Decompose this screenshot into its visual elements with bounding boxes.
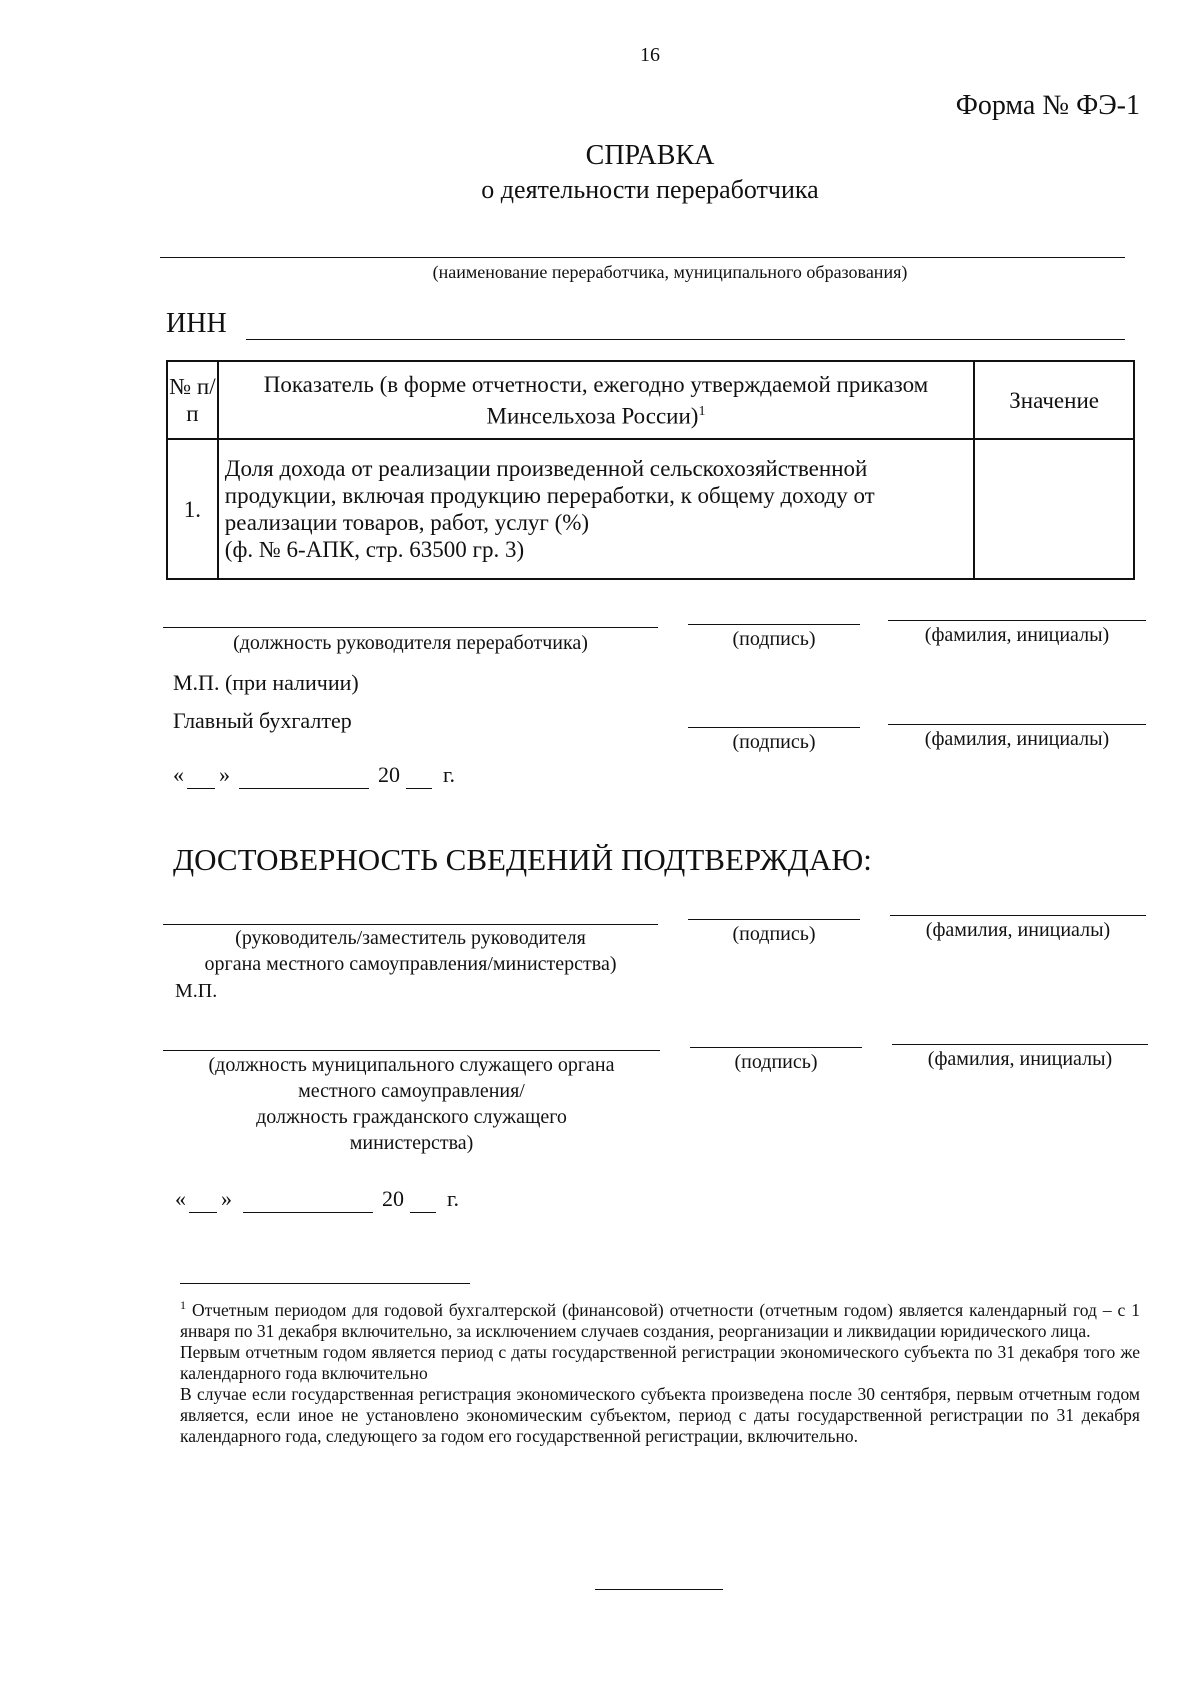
date-month-blank[interactable]	[243, 1212, 373, 1213]
date-day-blank[interactable]	[187, 788, 215, 789]
servant-position-caption	[163, 1052, 660, 1156]
footnote-ref: 1	[698, 403, 706, 419]
head-name-caption: (фамилия, инициалы)	[924, 624, 1110, 646]
row-indicator-text: Доля дохода от реализации произведенной сельскохозяйственной продукции, включая продукцию переработки, к общему доходу от реализации товаров, работ, услуг (%)	[224, 456, 875, 535]
servant-caption-line-4: министерства)	[349, 1132, 474, 1154]
servant-signature-line[interactable]	[690, 1047, 862, 1048]
servant-caption-line-1: (должность муниципального служащего органа	[208, 1054, 615, 1076]
date-open-quote: «	[175, 1186, 186, 1211]
official-caption-line-1: (руководитель/заместитель руководителя	[235, 927, 586, 949]
head-signature-line[interactable]	[688, 624, 860, 625]
servant-caption-line-2: местного самоуправления/	[298, 1080, 525, 1102]
accountant-signature-caption: (подпись)	[732, 731, 816, 753]
date-month-blank[interactable]	[239, 788, 369, 789]
date-year-blank[interactable]	[406, 788, 432, 789]
official-stamp: М.П.	[175, 980, 218, 1002]
footnote-paragraph-1	[180, 1295, 1140, 1342]
date-close-quote: »	[221, 1186, 232, 1211]
chief-accountant-label: Главный бухгалтер	[173, 708, 352, 733]
servant-name-caption: (фамилия, инициалы)	[927, 1048, 1113, 1070]
official-name-caption: (фамилия, инициалы)	[925, 919, 1111, 941]
footnote	[180, 1295, 1140, 1447]
servant-caption-line-3: должность гражданского служащего	[256, 1106, 567, 1128]
servant-signature-caption: (подпись)	[734, 1051, 818, 1073]
date-suffix: г.	[443, 762, 456, 787]
footnote-paragraph-2: Первым отчетным годом является период с даты государственной регистрации экономического субъекта по 31 декабря того же календарного года включительно	[180, 1341, 1140, 1383]
official-name-line[interactable]	[890, 915, 1146, 916]
row-indicator-source: (ф. № 6-АПК, стр. 63500 гр. 3)	[224, 537, 525, 562]
date-day-blank[interactable]	[189, 1212, 217, 1213]
official-signature-line[interactable]	[688, 919, 860, 920]
inn-field[interactable]	[246, 339, 1125, 340]
head-signature-caption: (подпись)	[732, 628, 816, 650]
org-name-caption: (наименование переработчика, муниципального образования)	[432, 262, 908, 282]
footnote-separator	[180, 1283, 470, 1284]
date-field-2	[175, 1186, 595, 1216]
servant-name-line[interactable]	[892, 1044, 1148, 1045]
official-caption-line-2: органа местного самоуправления/министерства)	[204, 953, 617, 975]
date-field-1	[173, 762, 593, 792]
footnote-p1-text: Отчетным периодом для годовой бухгалтерской (финансовой) отчетности (отчетным годом) является календарный год – с 1 января по 31 декабря включительно, за исключением случаев создания, реорганизации и ликвидации юридического лица.	[180, 1299, 1140, 1341]
document-title: СПРАВКА	[585, 140, 715, 171]
date-close-quote: »	[219, 762, 230, 787]
row-indicator	[218, 439, 974, 579]
page-number: 16	[640, 44, 660, 66]
date-suffix: г.	[447, 1186, 460, 1211]
org-name-line[interactable]	[160, 257, 1125, 258]
accountant-name-line[interactable]	[888, 724, 1146, 725]
inn-label: ИНН	[166, 308, 227, 339]
col-value-header: Значение	[974, 361, 1134, 439]
servant-position-line[interactable]	[163, 1050, 660, 1051]
accountant-signature-line[interactable]	[688, 727, 860, 728]
footnote-paragraph-3: В случае если государственная регистрация экономического субъекта произведена после 30 сентября, первым отчетным годом является, если иное не установлено экономическим субъектом, период с даты государственной регистрации по 31 декабря календарного года, следующего за годом его государственной регистрации, включительно.	[180, 1383, 1140, 1446]
footnote-marker: 1	[180, 1298, 186, 1312]
form-label: Форма № ФЭ-1	[955, 90, 1140, 121]
col-indicator-header	[218, 361, 974, 439]
col-indicator-header-text: Показатель (в форме отчетности, ежегодно утверждаемой приказом Минсельхоза России)	[263, 371, 929, 429]
head-name-line[interactable]	[888, 620, 1146, 621]
accountant-name-caption: (фамилия, инициалы)	[924, 728, 1110, 750]
stamp-optional: М.П. (при наличии)	[173, 670, 359, 695]
head-position-caption: (должность руководителя переработчика)	[233, 632, 588, 654]
bottom-divider	[595, 1589, 723, 1590]
col-num-header: № п/п	[167, 361, 218, 439]
date-year-prefix: 20	[382, 1186, 404, 1211]
indicator-table	[166, 360, 1135, 580]
table-header-row	[167, 361, 1134, 439]
row-value-input[interactable]	[974, 439, 1134, 579]
row-num: 1.	[167, 439, 218, 579]
official-signature-caption: (подпись)	[732, 923, 816, 945]
official-position-caption	[163, 925, 658, 977]
date-year-blank[interactable]	[410, 1212, 436, 1213]
document-subtitle: о деятельности переработчика	[481, 175, 819, 204]
head-position-line[interactable]	[163, 627, 658, 628]
confirmation-heading: ДОСТОВЕРНОСТЬ СВЕДЕНИЙ ПОДТВЕРЖДАЮ:	[173, 842, 872, 877]
table-row	[167, 439, 1134, 579]
date-year-prefix: 20	[378, 762, 400, 787]
date-open-quote: «	[173, 762, 184, 787]
